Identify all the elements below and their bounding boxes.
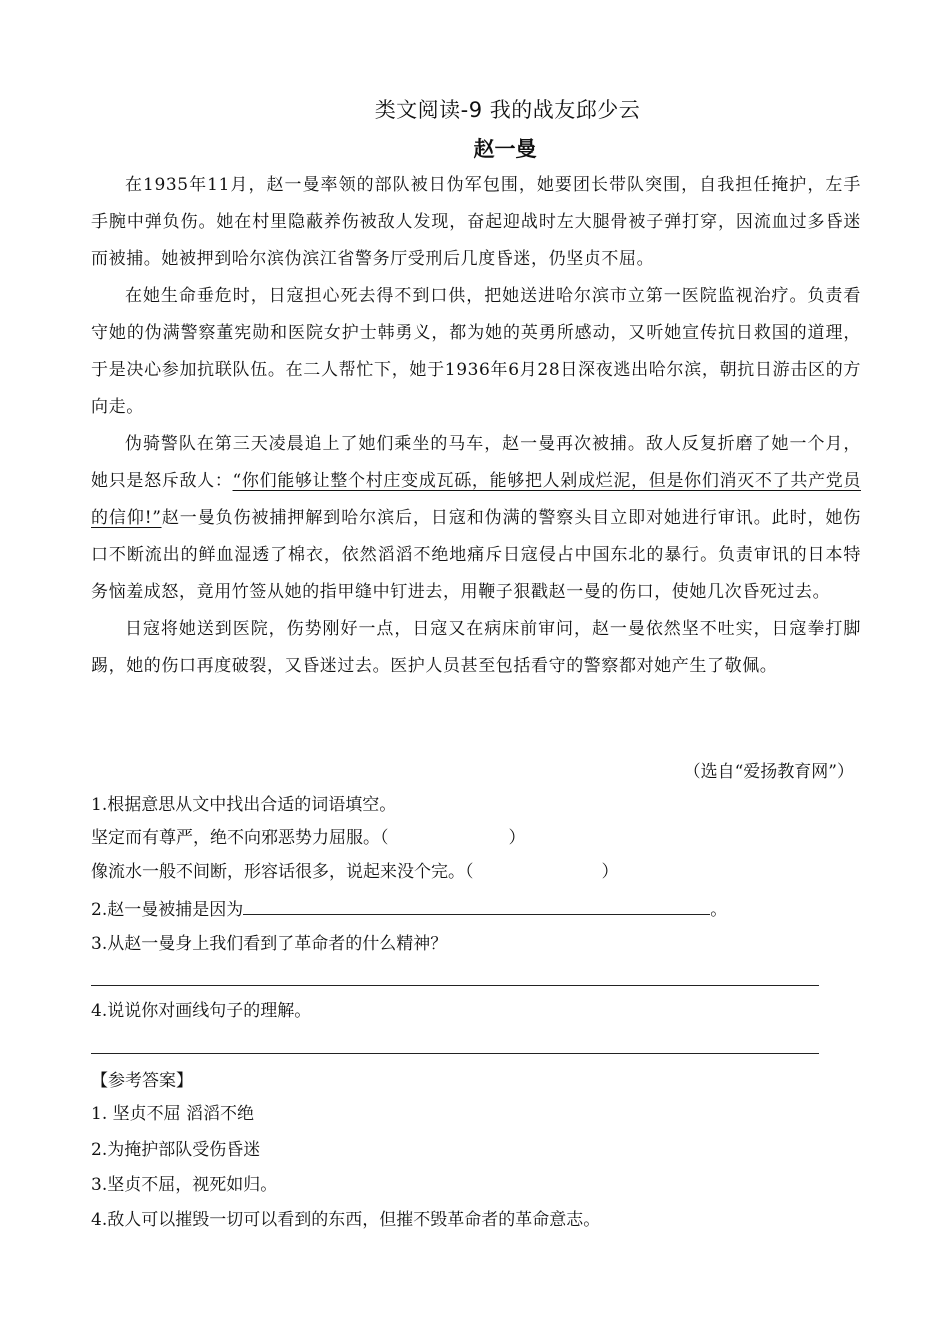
article-body [91, 167, 861, 685]
paragraph-3-intro: 伪骑警队在第三天凌晨追上了她们乘坐的马车，赵一曼再次被捕。敌人反复折磨了她一个月，她只是怒斥敌人： [91, 434, 861, 491]
article-subtitle: 赵一曼 [473, 137, 537, 161]
answer-blank-2[interactable] [243, 896, 710, 915]
paragraph-3-rest: 赵一曼负伤被捕押解到哈尔滨后，日寇和伪满的警察头目立即对她进行审讯。此时，她伤口不断流出的鲜血湿透了棉衣，依然滔滔不绝地痛斥日寇侵占中国东北的暴行。负责审讯的日本特务恼羞成怒，竟用竹签从她的指甲缝中钉进去，用鞭子狠戳赵一曼的伤口，使她几次昏死过去。 [91, 508, 861, 602]
answer-1: 1. 坚贞不屈 滔滔不绝 [91, 1104, 255, 1124]
underlined-quote: “你们能够让整个村庄变成瓦砾，能够把人剁成烂泥，但是你们消灭不了共产党员的信仰!” [91, 471, 861, 528]
paragraph-1: 在1935年11月，赵一曼率领的部队被日伪军包围，她要团长带队突围，自我担任掩护，左手手腕中弹负伤。她在村里隐蔽养伤被敌人发现，奋起迎战时左大腿骨被子弹打穿，因流血过多昏迷而被捕。她被押到哈尔滨伪滨江省警务厅受刑后几度昏迷，仍坚贞不屈。 [91, 175, 861, 269]
answer-heading: 【参考答案】 [91, 1071, 193, 1091]
answer-4: 4.敌人可以摧毁一切可以看到的东西，但摧不毁革命者的革命意志。 [91, 1210, 601, 1230]
paragraph-3 [91, 426, 861, 611]
question-1a-text: 坚定而有尊严，绝不向邪恶势力屈服。（ [91, 828, 389, 848]
question-1b-close: ） [601, 862, 619, 882]
question-2-end: 。 [710, 900, 728, 920]
page-title: 类文阅读-9 我的战友邱少云 [374, 98, 641, 122]
answer-line-3[interactable] [91, 985, 819, 986]
question-2 [91, 896, 727, 923]
answer-2: 2.为掩护部队受伤昏迷 [91, 1140, 261, 1160]
paragraph-4: 日寇将她送到医院，伤势刚好一点，日寇又在病床前审问，赵一曼依然坚不吐实，日寇拳打脚踢，她的伤口再度破裂，又昏迷过去。医护人员甚至包括看守的警察都对她产生了敬佩。 [91, 619, 861, 676]
question-1: 1.根据意思从文中找出合适的词语填空。 [91, 795, 397, 815]
question-1a [91, 825, 526, 851]
answer-line-4[interactable] [91, 1053, 819, 1054]
question-3: 3.从赵一曼身上我们看到了革命者的什么精神？ [91, 934, 448, 954]
source-note: （选自“爱扬教育网”） [683, 762, 854, 782]
question-2-text: 2.赵一曼被捕是因为 [91, 900, 244, 920]
question-1a-close: ） [508, 828, 526, 848]
question-4: 4.说说你对画线句子的理解。 [91, 1001, 312, 1021]
question-1b-text: 像流水一般不间断，形容话很多，说起来没个完。（ [91, 862, 474, 882]
question-1b [91, 859, 619, 885]
answer-3: 3.坚贞不屈，视死如归。 [91, 1175, 278, 1195]
paragraph-2: 在她生命垂危时，日寇担心死去得不到口供，把她送进哈尔滨市立第一医院监视治疗。负责看守她的伪满警察董宪勋和医院女护士韩勇义，都为她的英勇所感动，又听她宣传抗日救国的道理，于是决心参加抗联队伍。在二人帮忙下，她于1936年6月28日深夜逃出哈尔滨，朝抗日游击区的方向走。 [91, 286, 861, 417]
